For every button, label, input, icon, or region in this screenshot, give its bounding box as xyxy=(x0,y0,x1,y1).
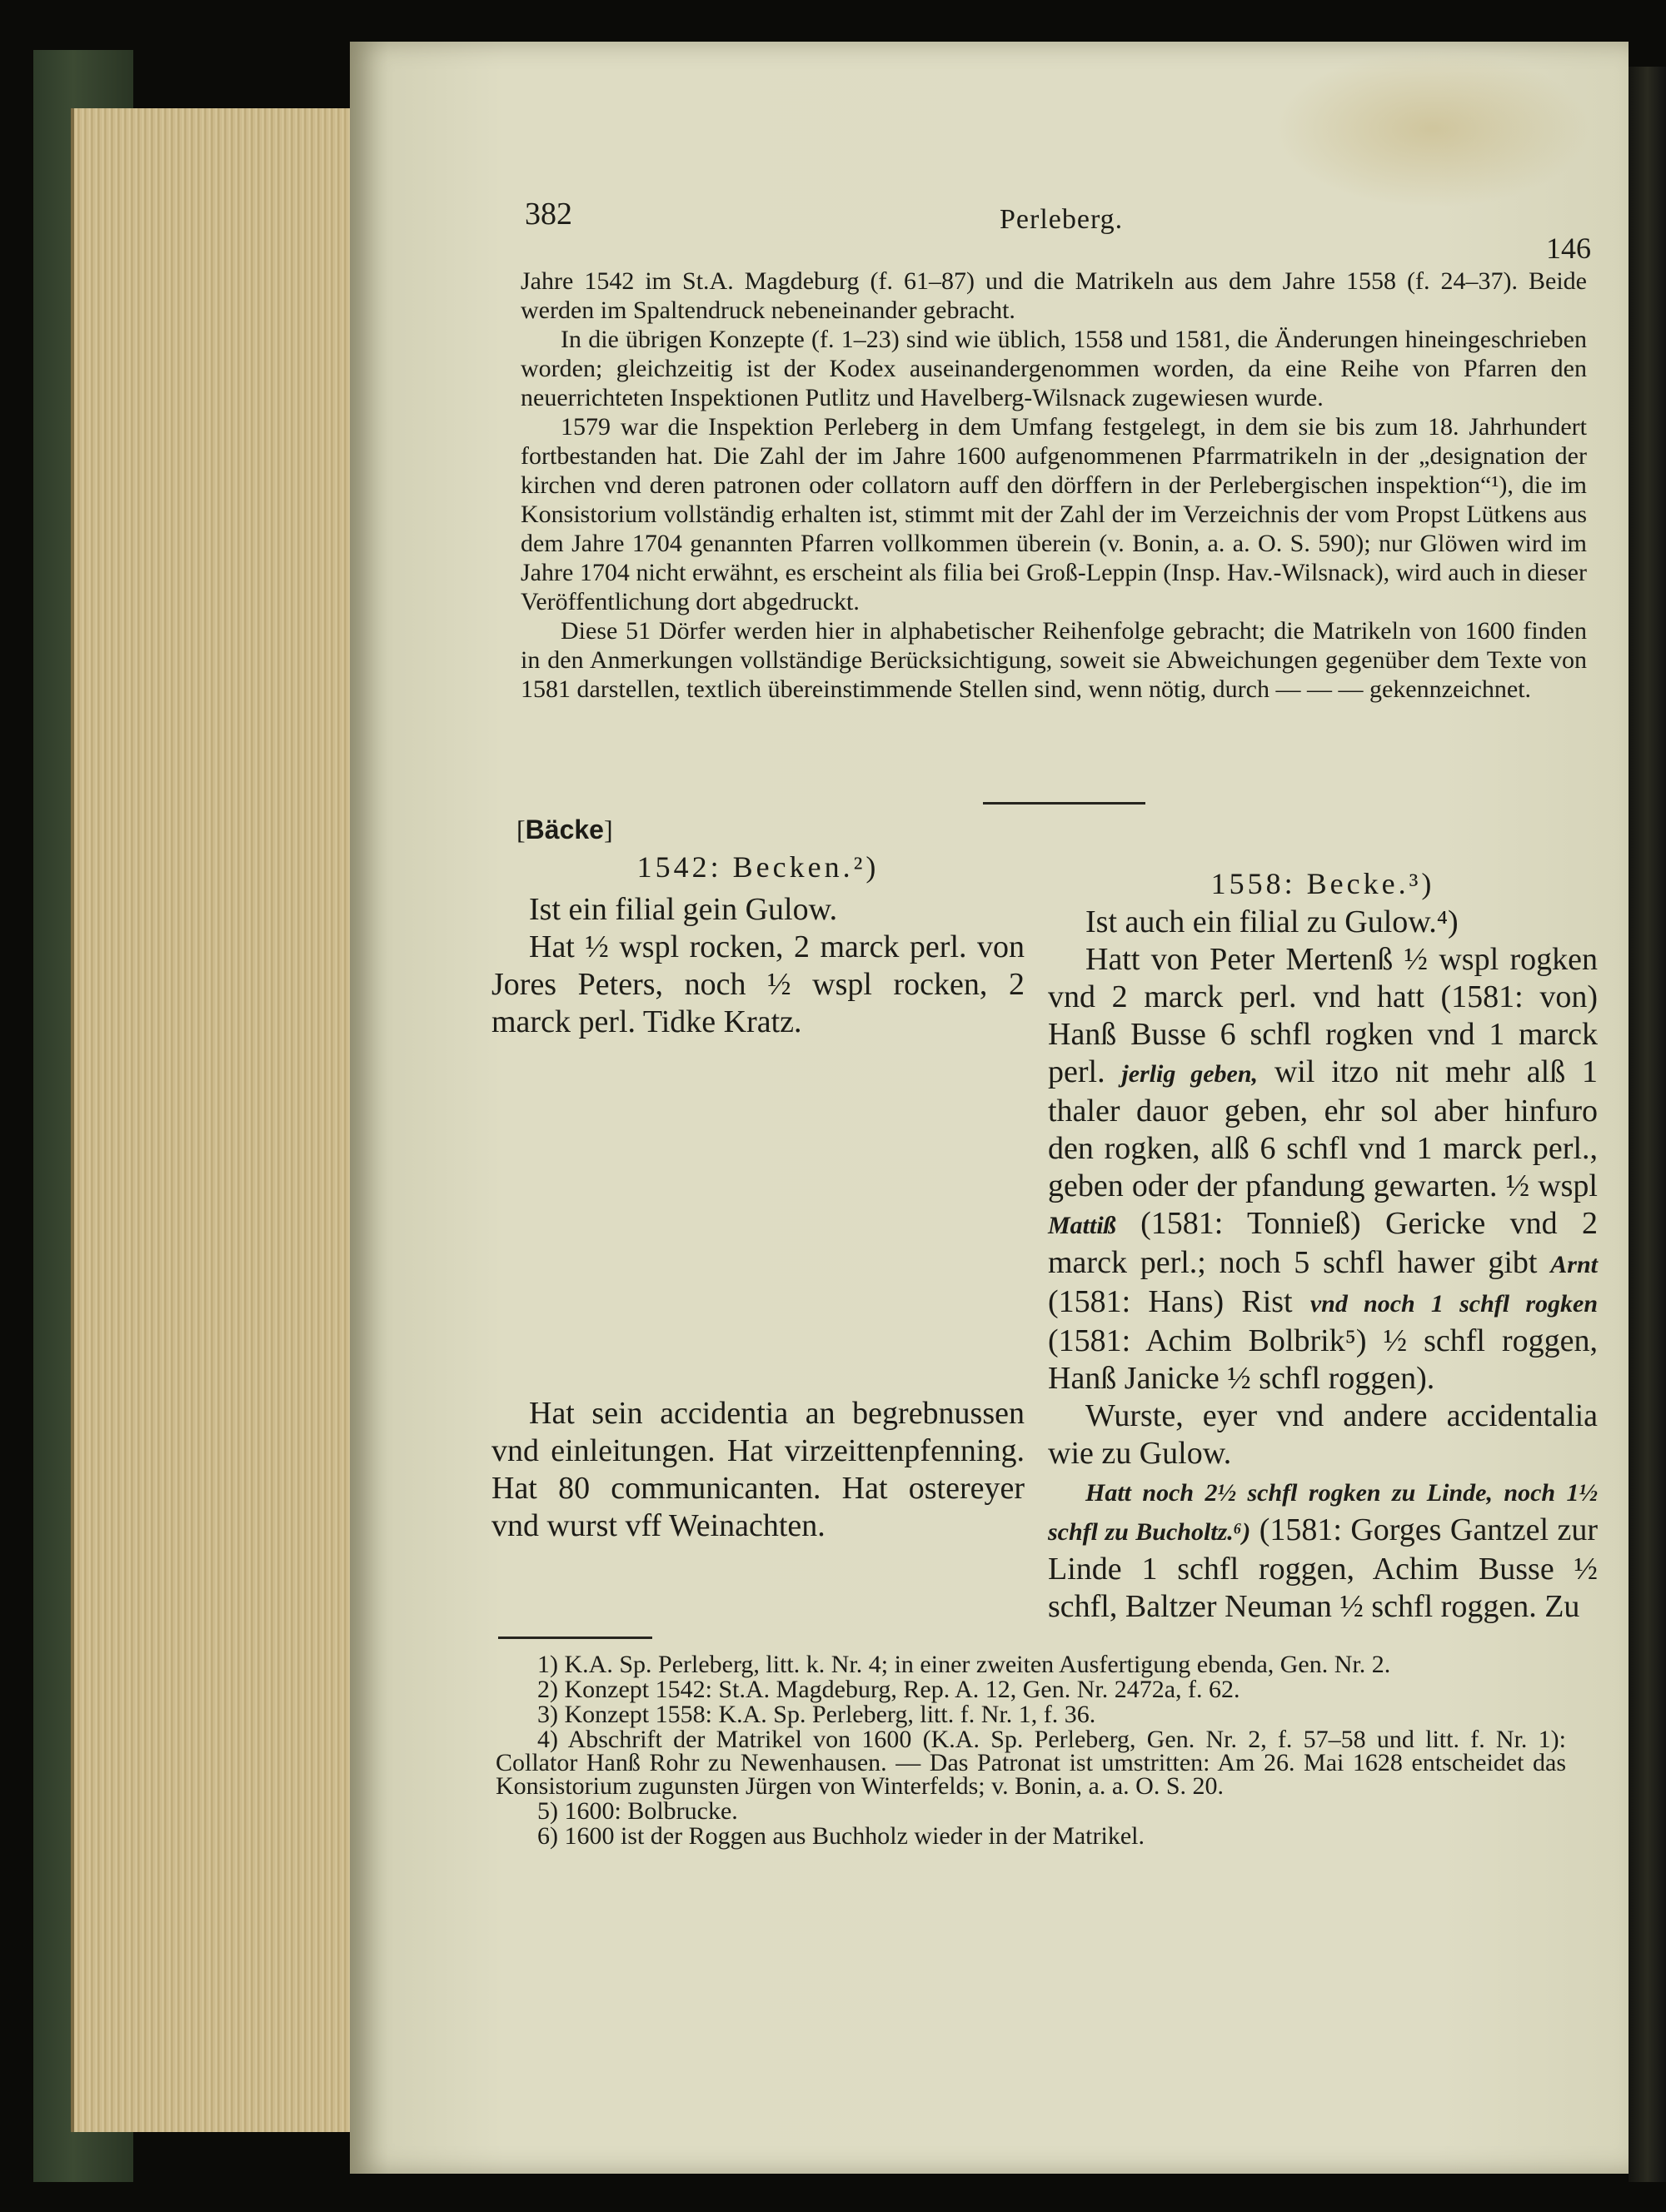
left-paragraph: Ist ein filial gein Gulow. xyxy=(529,892,838,927)
footnote: 5) 1600: Bolbrucke. xyxy=(537,1797,738,1825)
bracket-close: ] xyxy=(603,815,613,844)
intro-paragraph: 1579 war die Inspektion Perleberg in dem Umfang festgelegt, in dem sie bis zum 18. Jahrhundert fortbestanden hat. Die Zahl der im Jahre 1600 aufgenommenen Pfarrmatrikeln in der „designation der kirchen vnd deren patronen oder collatorn auff den dörffern in der Perlebergischen inspektion“¹), die im Konsistorium vollständig erhalten ist, stimmt mit der Zahl der im Verzeichnis der vom Propst Lütkens aus dem Jahre 1704 genannten Pfarren vollkommen überein (v. Bonin, a. a. O. S. 590); nur Glöwen wird im Jahre 1704 nicht erwähnt, es erscheint als filia bei Groß-Leppin (Insp. Hav.-Wilsnack), wird auch in dieser Veröffentlichung dort abgedruckt. xyxy=(521,413,1587,615)
page-number: 382 xyxy=(525,197,572,232)
right-paragraph xyxy=(1048,1472,1598,1626)
running-head xyxy=(525,196,1591,265)
right-column xyxy=(1048,904,1598,1626)
page-title: Perleberg. xyxy=(1000,204,1124,235)
footnotes xyxy=(496,1653,1566,1850)
right-text: (1581: Achim Bolbrik⁵) ½ schfl roggen, Hanß Janicke ½ schfl roggen). xyxy=(1048,1323,1598,1396)
page-block-edge xyxy=(71,108,362,2132)
right-column-heading: 1558: Becke.³) xyxy=(1210,867,1435,900)
bracket-open: [ xyxy=(516,815,526,844)
left-column-heading: 1542: Becken.²) xyxy=(636,850,880,884)
footnote-rule xyxy=(498,1637,652,1639)
footnote: 6) 1600 ist der Roggen aus Buchholz wieder in der Matrikel. xyxy=(537,1822,1145,1850)
left-paragraph: Hat ½ wspl rocken, 2 marck perl. von Jores Peters, noch ½ wspl rocken, 2 marck perl. Tidke Kratz. xyxy=(491,929,1025,1039)
right-italic-text: jerlig geben, xyxy=(1121,1060,1259,1088)
left-bottom-paragraph: Hat sein accidentia an begrebnussen vnd einleitungen. Hat virzeittenpfenning. Hat 80 communicanten. Hat ostereyer vnd wurst vff Weinachten. xyxy=(491,1396,1025,1543)
page-stain xyxy=(1274,50,1591,208)
footnote: 2) Konzept 1542: St.A. Magdeburg, Rep. A. 12, Gen. Nr. 2472a, f. 62. xyxy=(537,1676,1240,1703)
right-italic-text: Hatt noch 2½ schfl rogken zu Linde, noch 1½ schfl zu Bucholtz.⁶) xyxy=(1048,1479,1598,1546)
intro-paragraph: Jahre 1542 im St.A. Magdeburg (f. 61–87) und die Matrikeln aus dem Jahre 1558 (f. 24–37). Beide werden im Spaltendruck nebeneinander gebracht. xyxy=(521,267,1587,324)
section-name: Bäcke xyxy=(525,815,604,844)
right-italic-text: Mattiß xyxy=(1048,1212,1116,1239)
footnote: 1) K.A. Sp. Perleberg, litt. k. Nr. 4; in einer zweiten Ausfertigung ebenda, Gen. Nr. 2. xyxy=(537,1651,1391,1678)
intro-paragraph: Diese 51 Dörfer werden hier in alphabetischer Reihenfolge gebracht; die Matrikeln von 1600 finden in den Anmerkungen vollständige Berücksichtigung, soweit sie Abweichungen gegenüber dem Texte von 1581 darstellen, textlich übereinstimmende Stellen sind, wenn nötig, durch — — — gekennzeichnet. xyxy=(521,617,1587,703)
footnote: 3) Konzept 1558: K.A. Sp. Perleberg, litt. f. Nr. 1, f. 36. xyxy=(537,1701,1096,1728)
right-paragraph: Ist auch ein filial zu Gulow.⁴) xyxy=(1085,904,1459,939)
intro-paragraph: In die übrigen Konzepte (f. 1–23) sind wie üblich, 1558 und 1581, die Änderungen hineingeschrieben worden; gleichzeitig ist der Kodex auseinandergenommen worden, da eine Reihe von Pfarren den neuerrichteten Inspektionen Putlitz und Havelberg-Wilsnack zugewiesen wurde. xyxy=(521,326,1587,411)
right-paragraph: Wurste, eyer vnd andere accidentalia wie zu Gulow. xyxy=(1048,1398,1598,1471)
right-italic-text: Arnt xyxy=(1550,1251,1599,1278)
right-text: (1581: Gorges Gantzel zur Linde 1 schfl roggen, Achim Busse ½ schfl, Baltzer Neuman ½ schfl roggen. Zu xyxy=(1048,1512,1598,1624)
right-text: (1581: Tonnieß) Gericke vnd 2 marck perl.; noch 5 schfl hawer gibt xyxy=(1048,1206,1599,1280)
left-column-bottom xyxy=(491,1395,1025,1545)
folio-number: 146 xyxy=(1546,232,1591,265)
intro-text xyxy=(521,267,1587,704)
footnote: 4) Abschrift der Matrikel von 1600 (K.A. Sp. Perleberg, Gen. Nr. 2, f. 57–58 und litt. f. Nr. 1): Collator Hanß Rohr zu Newenhausen. — Das Patronat ist umstritten: Am 26. Mai 1628 entscheidet das Konsistorium zugunsten Jürgen von Winterfelds; v. Bonin, a. a. O. S. 20. xyxy=(496,1726,1566,1800)
section-divider xyxy=(983,802,1145,805)
right-italic-text: vnd noch 1 schfl rogken xyxy=(1309,1290,1598,1318)
section-heading xyxy=(516,815,613,845)
next-page-edge xyxy=(1629,67,1666,2182)
right-paragraph xyxy=(1048,941,1598,1397)
left-column xyxy=(491,891,1025,1041)
right-text: wil itzo nit mehr alß 1 thaler dauor geben, ehr sol aber hinfuro den rogken, alß 6 schfl vnd 1 marck perl., geben oder der pfandung gewarten. ½ wspl xyxy=(1048,1054,1599,1203)
right-text: (1581: Hans) Rist xyxy=(1048,1284,1293,1319)
right-text: Hatt von Peter Mertenß ½ wspl rogken vnd 2 marck perl. vnd hatt (1581: von) Hanß Busse 6 schfl rogken vnd 1 marck perl. xyxy=(1048,942,1598,1089)
